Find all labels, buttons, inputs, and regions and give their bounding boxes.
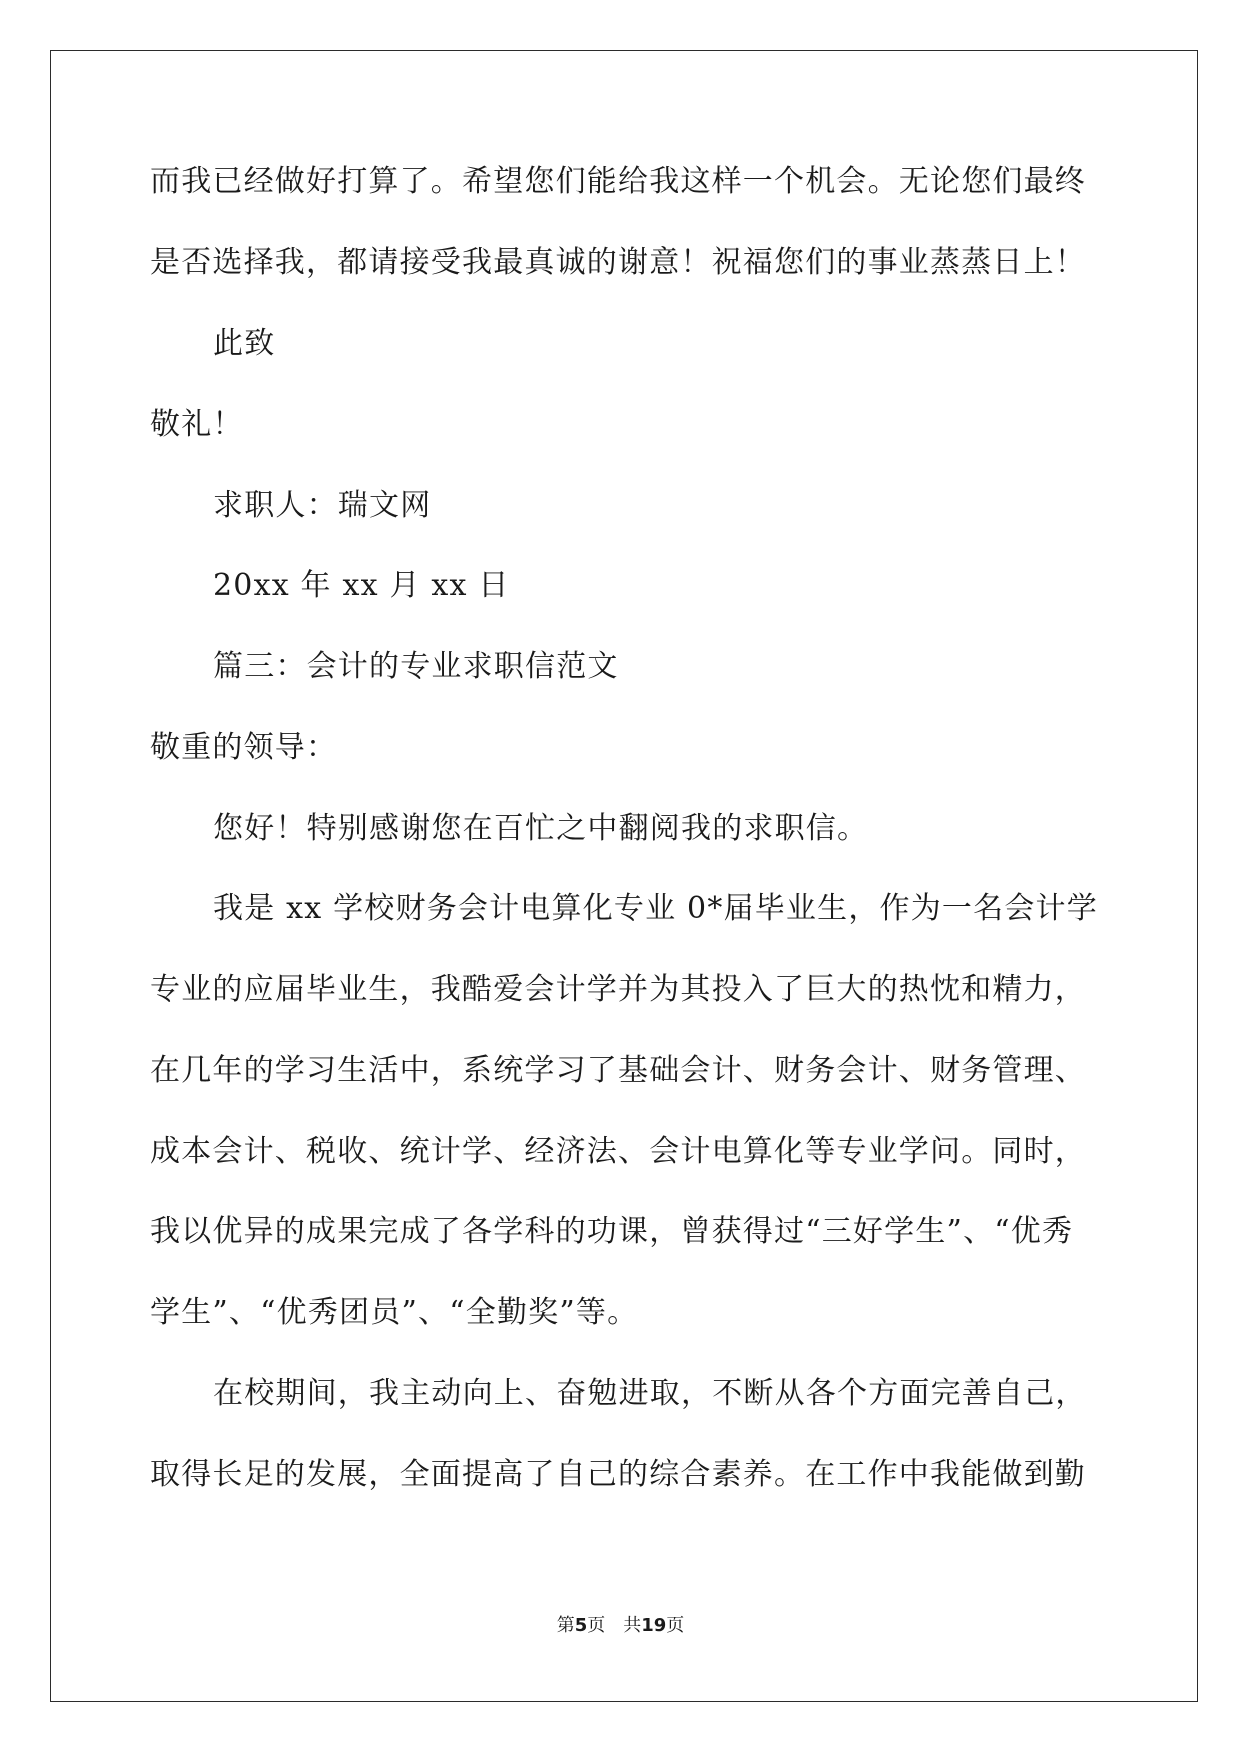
signature-applicant: 求职人：瑞文网 bbox=[213, 488, 432, 523]
footer-total-pages: 19 bbox=[641, 1615, 667, 1636]
footer-page-suffix: 页 bbox=[587, 1615, 606, 1636]
closing-salutation: 此致 bbox=[213, 326, 276, 361]
body-line-10: 我是 xx 学校财务会计电算化专业 0*届毕业生，作为一名会计学 bbox=[213, 891, 1098, 926]
letter-greeting: 敬重的领导： bbox=[150, 730, 338, 765]
footer-total-prefix: 共 bbox=[623, 1615, 642, 1636]
signature-date: 20xx 年 xx 月 xx 日 bbox=[213, 568, 510, 603]
closing-regards: 敬礼！ bbox=[150, 407, 244, 442]
page-footer bbox=[0, 1614, 1241, 1638]
body-line-16: 在校期间，我主动向上、奋勉进取，不断从各个方面完善自己， bbox=[213, 1376, 1087, 1411]
footer-page-number: 5 bbox=[574, 1615, 588, 1636]
footer-total-suffix: 页 bbox=[666, 1615, 685, 1636]
body-line-2: 是否选择我，都请接受我最真诚的谢意！祝福您们的事业蒸蒸日上！ bbox=[150, 245, 1086, 280]
body-line-12: 在几年的学习生活中，系统学习了基础会计、财务会计、财务管理、 bbox=[150, 1053, 1086, 1088]
body-line-11: 专业的应届毕业生，我酷爱会计学并为其投入了巨大的热忱和精力， bbox=[150, 972, 1086, 1007]
footer-prefix: 第 bbox=[556, 1615, 575, 1636]
body-line-17: 取得长足的发展，全面提高了自己的综合素养。在工作中我能做到勤 bbox=[150, 1457, 1086, 1492]
body-line-14: 我以优异的成果完成了各学科的功课，曾获得过“三好学生”、“优秀 bbox=[150, 1214, 1074, 1249]
section-title: 篇三：会计的专业求职信范文 bbox=[213, 649, 619, 684]
body-line-1: 而我已经做好打算了。希望您们能给我这样一个机会。无论您们最终 bbox=[150, 164, 1086, 199]
body-line-15: 学生”、“优秀团员”、“全勤奖”等。 bbox=[150, 1295, 639, 1330]
body-line-9: 您好！特别感谢您在百忙之中翻阅我的求职信。 bbox=[213, 811, 869, 846]
body-line-13: 成本会计、税收、统计学、经济法、会计电算化等专业学问。同时， bbox=[150, 1134, 1086, 1169]
